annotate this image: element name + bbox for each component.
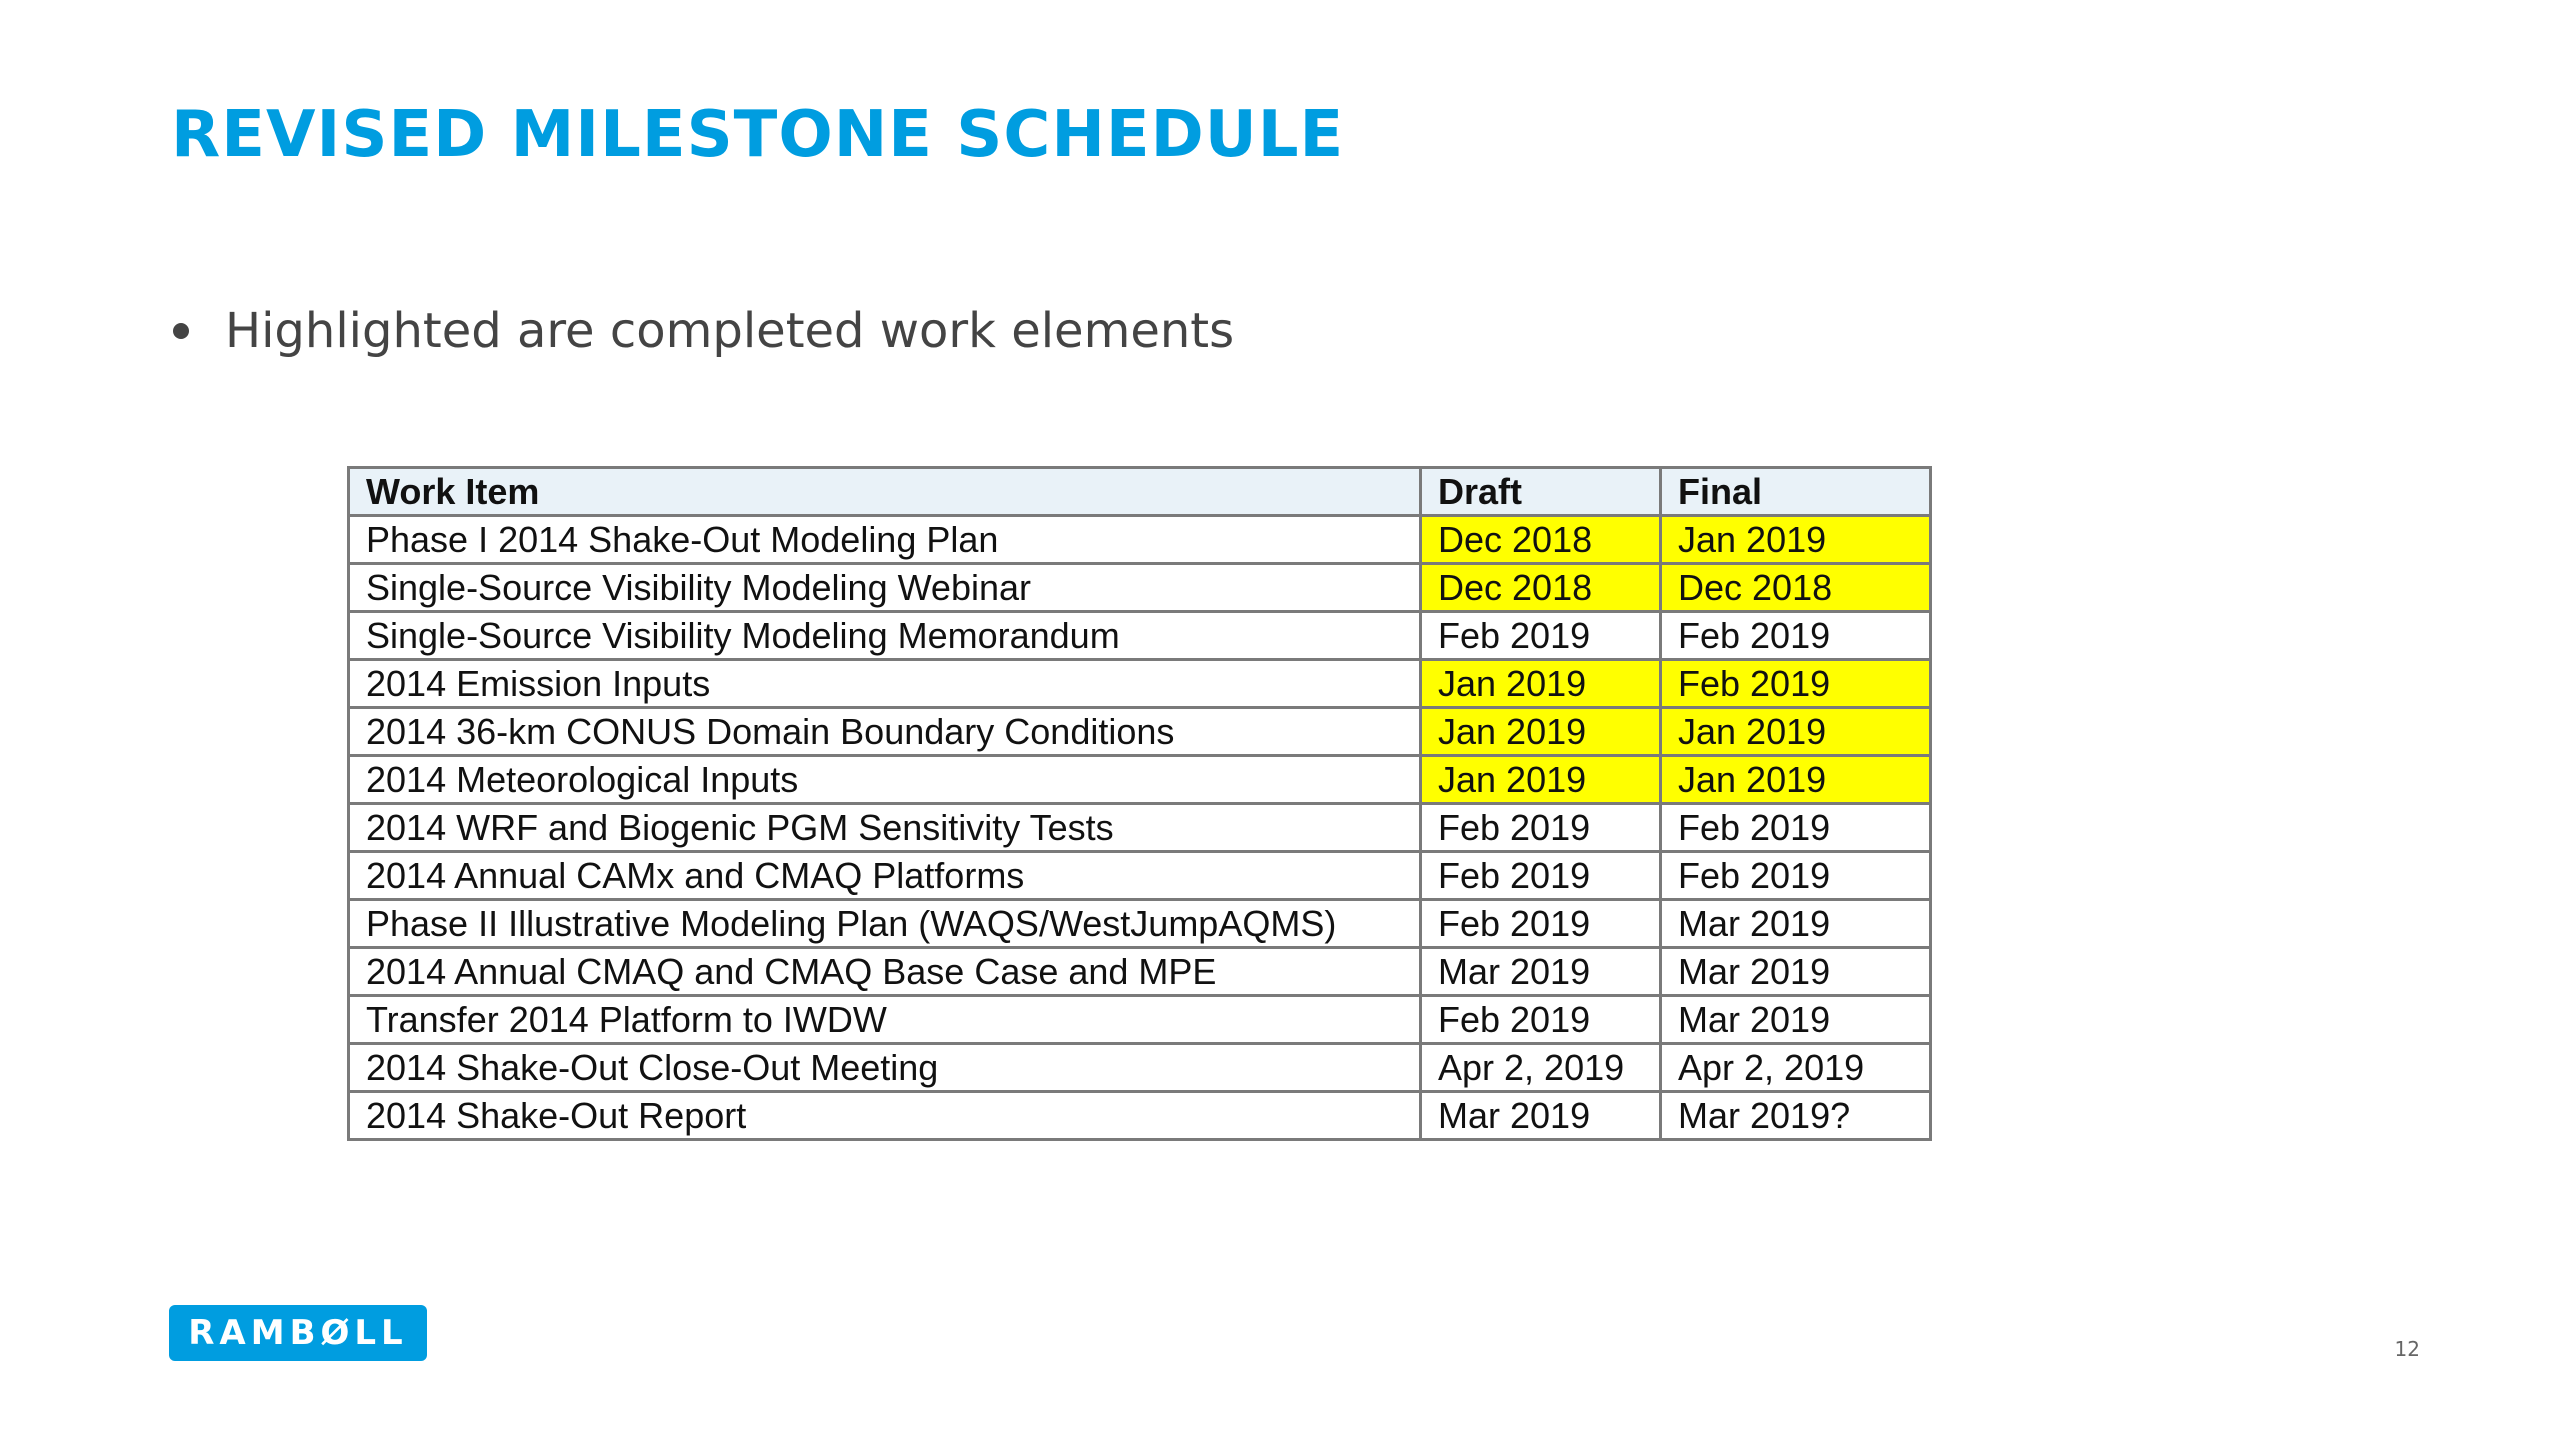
logo-text: RAMBØLL <box>188 1313 408 1353</box>
header-work-item: Work Item <box>349 468 1421 516</box>
final-date-cell: Feb 2019 <box>1661 852 1931 900</box>
work-item-cell: Single-Source Visibility Modeling Memorandum <box>349 612 1421 660</box>
slide-title: REVISED MILESTONE SCHEDULE <box>171 98 1345 172</box>
work-item-cell: 2014 Shake-Out Close-Out Meeting <box>349 1044 1421 1092</box>
final-date-cell: Apr 2, 2019 <box>1661 1044 1931 1092</box>
final-date-cell: Jan 2019 <box>1661 756 1931 804</box>
draft-date-cell: Feb 2019 <box>1421 900 1661 948</box>
draft-date-cell: Mar 2019 <box>1421 948 1661 996</box>
table-row <box>349 564 1931 612</box>
final-date-cell: Feb 2019 <box>1661 804 1931 852</box>
table-row <box>349 1092 1931 1140</box>
table-row <box>349 852 1931 900</box>
draft-date-cell: Feb 2019 <box>1421 996 1661 1044</box>
final-date-cell: Mar 2019 <box>1661 900 1931 948</box>
work-item-cell: Phase II Illustrative Modeling Plan (WAQS/WestJumpAQMS) <box>349 900 1421 948</box>
work-item-cell: Single-Source Visibility Modeling Webinar <box>349 564 1421 612</box>
work-item-cell: 2014 Shake-Out Report <box>349 1092 1421 1140</box>
final-date-cell: Feb 2019 <box>1661 612 1931 660</box>
draft-date-cell: Dec 2018 <box>1421 516 1661 564</box>
final-date-cell: Feb 2019 <box>1661 660 1931 708</box>
table-row <box>349 948 1931 996</box>
milestone-table <box>347 466 1932 1141</box>
page-number: 12 <box>2394 1337 2420 1361</box>
draft-date-cell: Jan 2019 <box>1421 708 1661 756</box>
draft-date-cell: Jan 2019 <box>1421 660 1661 708</box>
table-row <box>349 804 1931 852</box>
draft-date-cell: Feb 2019 <box>1421 804 1661 852</box>
header-final: Final <box>1661 468 1931 516</box>
final-date-cell: Mar 2019 <box>1661 996 1931 1044</box>
table-row <box>349 996 1931 1044</box>
work-item-cell: 2014 Annual CMAQ and CMAQ Base Case and MPE <box>349 948 1421 996</box>
work-item-cell: Phase I 2014 Shake-Out Modeling Plan <box>349 516 1421 564</box>
table-row <box>349 756 1931 804</box>
ramboll-logo <box>169 1305 427 1361</box>
draft-date-cell: Jan 2019 <box>1421 756 1661 804</box>
draft-date-cell: Feb 2019 <box>1421 852 1661 900</box>
final-date-cell: Jan 2019 <box>1661 708 1931 756</box>
work-item-cell: 2014 Emission Inputs <box>349 660 1421 708</box>
table-row <box>349 900 1931 948</box>
table-header-row <box>349 468 1931 516</box>
work-item-cell: 2014 36-km CONUS Domain Boundary Conditions <box>349 708 1421 756</box>
final-date-cell: Mar 2019 <box>1661 948 1931 996</box>
work-item-cell: Transfer 2014 Platform to IWDW <box>349 996 1421 1044</box>
final-date-cell: Dec 2018 <box>1661 564 1931 612</box>
final-date-cell: Jan 2019 <box>1661 516 1931 564</box>
final-date-cell: Mar 2019? <box>1661 1092 1931 1140</box>
work-item-cell: 2014 WRF and Biogenic PGM Sensitivity Tests <box>349 804 1421 852</box>
bullet-text: Highlighted are completed work elements <box>225 303 1235 359</box>
table-row <box>349 612 1931 660</box>
table-row <box>349 1044 1931 1092</box>
table-row <box>349 708 1931 756</box>
draft-date-cell: Mar 2019 <box>1421 1092 1661 1140</box>
table-row <box>349 660 1931 708</box>
draft-date-cell: Feb 2019 <box>1421 612 1661 660</box>
table-row <box>349 516 1931 564</box>
bullet-dot-icon <box>173 323 189 339</box>
bullet-point <box>171 303 1234 359</box>
draft-date-cell: Dec 2018 <box>1421 564 1661 612</box>
draft-date-cell: Apr 2, 2019 <box>1421 1044 1661 1092</box>
work-item-cell: 2014 Meteorological Inputs <box>349 756 1421 804</box>
work-item-cell: 2014 Annual CAMx and CMAQ Platforms <box>349 852 1421 900</box>
header-draft: Draft <box>1421 468 1661 516</box>
